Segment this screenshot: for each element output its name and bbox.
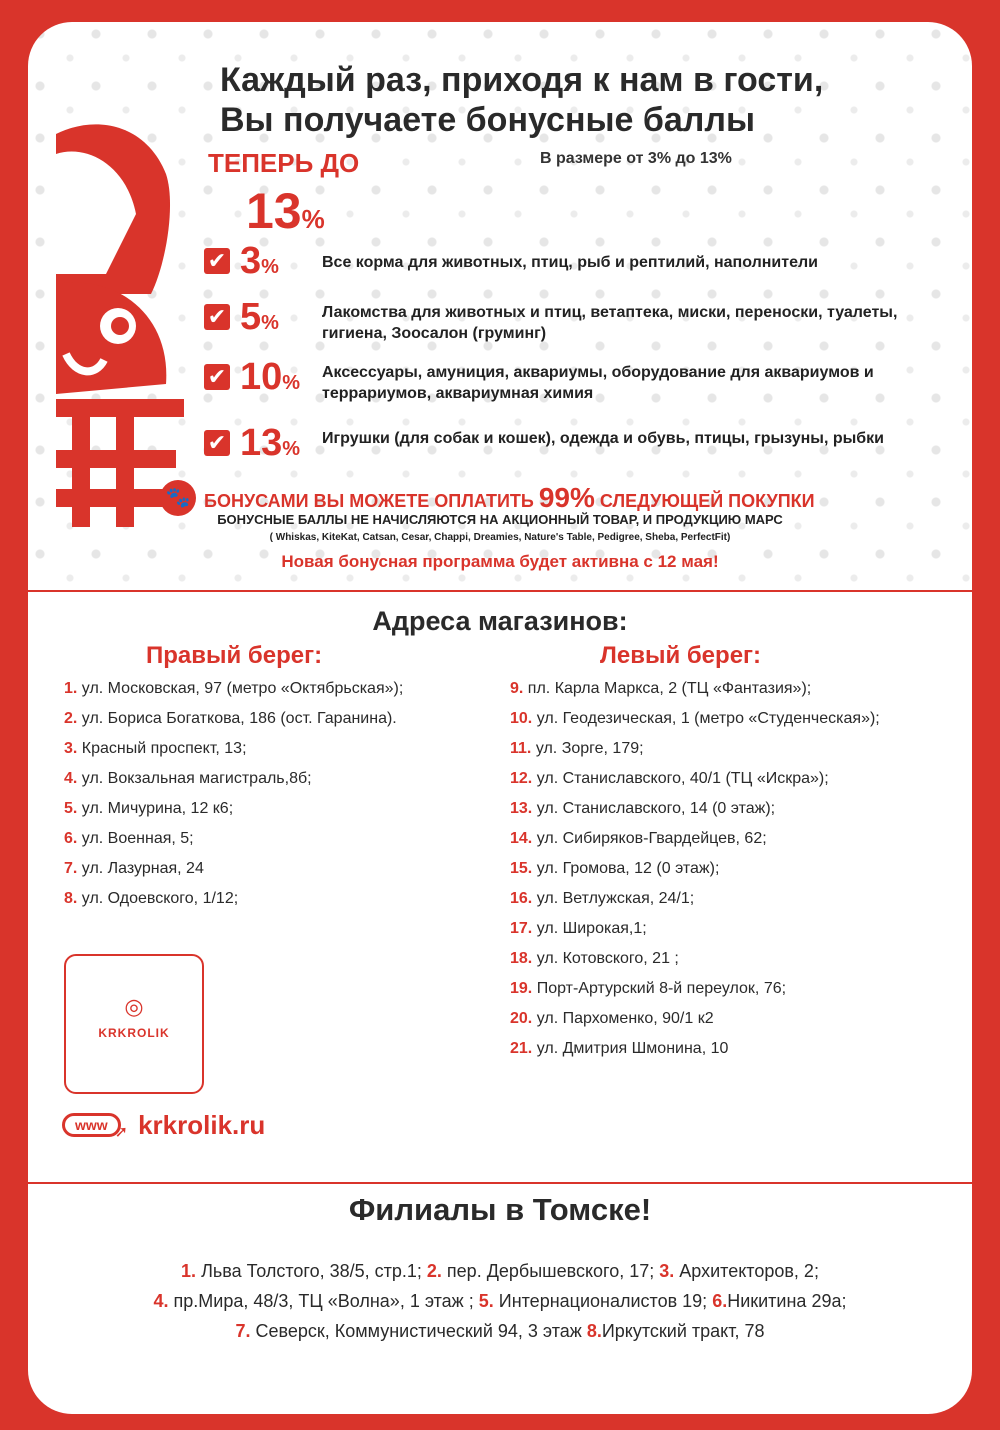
list-item <box>510 974 880 1004</box>
list-item <box>510 674 880 704</box>
paw-icon: 🐾 <box>160 480 196 516</box>
branch-text: Северск, Коммунистический 94, 3 этаж <box>255 1321 587 1341</box>
headline-line-1: Каждый раз, приходя к нам в гости, <box>220 61 824 99</box>
bonus-promo-panel <box>28 22 972 590</box>
item-number: 3. <box>64 740 78 757</box>
branch-number: 6. <box>712 1291 728 1311</box>
item-number: 12. <box>510 770 533 787</box>
list-item <box>64 704 403 734</box>
item-number: 13. <box>510 800 533 817</box>
cursor-icon: ➚ <box>114 1124 129 1141</box>
tomsk-branches-panel <box>28 1184 972 1414</box>
addresses-title: Адреса магазинов: <box>372 606 628 636</box>
pay-with-bonus-line <box>160 480 815 516</box>
right-bank-list <box>64 674 403 914</box>
item-number: 10. <box>510 710 533 727</box>
tier-percent-sign: % <box>261 256 279 278</box>
list-item <box>510 734 880 764</box>
list-item <box>64 824 403 854</box>
list-item <box>64 884 403 914</box>
item-number: 20. <box>510 1010 533 1027</box>
item-text: Порт-Артурский 8-й переулок, 76; <box>536 980 787 997</box>
branch-number: 3. <box>659 1261 675 1281</box>
tier-percent-sign: % <box>282 438 301 460</box>
item-text: ул. Военная, 5; <box>81 830 194 847</box>
tier-percent-sign: % <box>282 372 301 394</box>
tier-percent <box>240 240 322 288</box>
checkmark-icon: ✔ <box>204 364 230 390</box>
excluded-brands: ( Whiskas, KiteKat, Catsan, Cesar, Chappi, Dreamies, Nature's Table, Pedigree, Sheba, PerfectFit) <box>269 532 731 543</box>
tomsk-branches-list <box>28 1256 972 1346</box>
item-number: 18. <box>510 950 533 967</box>
item-number: 8. <box>64 890 78 907</box>
list-item <box>64 764 403 794</box>
tier-description: Все корма для животных, птиц, рыб и рептилий, наполнители <box>322 254 818 271</box>
tier-percent-value: 10 <box>240 356 283 398</box>
tier-description: Аксессуары, амуниция, аквариумы, оборудование для аквариумов и террариумов, аквариумная химия <box>322 364 874 402</box>
tier-percent-value: 13 <box>240 422 283 464</box>
website-url: krkrolik.ru <box>138 1109 266 1140</box>
list-item <box>510 704 880 734</box>
pay-suffix: СЛЕДУЮЩЕЙ ПОКУПКИ <box>599 491 815 511</box>
tier-percent-value: 5 <box>240 296 262 338</box>
list-item <box>510 1034 880 1064</box>
branches-line <box>28 1316 972 1346</box>
item-text: ул. Ветлужская, 24/1; <box>536 890 695 907</box>
instagram-icon: ◎ <box>124 994 144 1019</box>
item-text: ул. Широкая,1; <box>536 920 647 937</box>
item-number: 9. <box>510 680 524 697</box>
branch-number: 5. <box>478 1291 494 1311</box>
website-link[interactable] <box>62 1108 265 1142</box>
list-item <box>510 944 880 974</box>
branch-number: 1. <box>181 1261 197 1281</box>
item-number: 6. <box>64 830 78 847</box>
tier-description: Лакомства для животных и птиц, ветаптека, миски, переноски, туалеты, гигиена, Зоосалон (груминг) <box>322 304 898 342</box>
item-number: 19. <box>510 980 533 997</box>
www-badge: www <box>62 1113 121 1137</box>
no-bonus-note: БОНУСНЫЕ БАЛЛЫ НЕ НАЧИСЛЯЮТСЯ НА АКЦИОННЫЙ ТОВАР, И ПРОДУКЦИЮ МАРС <box>217 512 783 527</box>
item-number: 16. <box>510 890 533 907</box>
tier-row <box>204 356 942 404</box>
item-text: ул. Сибиряков-Гвардейцев, 62; <box>536 830 767 847</box>
branch-text: Никитина 29а; <box>727 1291 847 1311</box>
list-item <box>510 794 880 824</box>
list-item <box>64 794 403 824</box>
item-number: 1. <box>64 680 78 697</box>
tomsk-title: Филиалы в Томске! <box>348 1192 652 1227</box>
max-percent-sign: % <box>301 204 325 234</box>
right-bank-title: Правый берег: <box>146 642 323 669</box>
tier-row <box>204 240 942 288</box>
list-item <box>510 764 880 794</box>
list-item <box>64 674 403 704</box>
program-start-note: Новая бонусная программа будет активна с 12 мая! <box>281 552 719 571</box>
list-item <box>64 854 403 884</box>
list-item <box>510 824 880 854</box>
item-text: ул. Московская, 97 (метро «Октябрьская»); <box>81 680 404 697</box>
branch-text: пр.Мира, 48/3, ТЦ «Волна», 1 этаж ; <box>173 1291 479 1311</box>
store-addresses-panel <box>28 592 972 1182</box>
checkmark-icon: ✔ <box>204 430 230 456</box>
item-number: 17. <box>510 920 533 937</box>
checkmark-icon: ✔ <box>204 248 230 274</box>
instagram-card[interactable] <box>64 954 204 1094</box>
tier-percent <box>240 296 322 344</box>
item-text: Красный проспект, 13; <box>81 740 247 757</box>
item-text: ул. Зорге, 179; <box>535 740 644 757</box>
branch-text: пер. Дербышевского, 17; <box>446 1261 660 1281</box>
branches-line <box>28 1256 972 1286</box>
item-number: 21. <box>510 1040 533 1057</box>
tier-row <box>204 296 942 344</box>
checkmark-icon: ✔ <box>204 304 230 330</box>
tier-percent-value: 3 <box>240 240 262 282</box>
item-text: ул. Котовского, 21 ; <box>536 950 679 967</box>
branch-text: Архитекторов, 2; <box>679 1261 819 1281</box>
item-text: ул. Пархоменко, 90/1 к2 <box>536 1010 714 1027</box>
item-text: ул. Дмитрия Шмонина, 10 <box>536 1040 729 1057</box>
tier-percent <box>240 422 322 470</box>
instagram-handle: KRKROLIK <box>98 1026 170 1040</box>
size-note: В размере от 3% до 13% <box>540 150 732 167</box>
list-item <box>510 884 880 914</box>
branch-text: Льва Толстого, 38/5, стр.1; <box>201 1261 427 1281</box>
pay-percent: 99% <box>538 482 595 513</box>
item-text: ул. Одоевского, 1/12; <box>81 890 239 907</box>
item-number: 11. <box>510 740 532 757</box>
branch-number: 4. <box>153 1291 169 1311</box>
item-number: 4. <box>64 770 78 787</box>
item-text: ул. Геодезическая, 1 (метро «Студенческая»); <box>536 710 880 727</box>
tier-percent-sign: % <box>261 312 279 334</box>
tier-percent <box>240 356 322 404</box>
left-bank-title: Левый берег: <box>600 642 762 669</box>
pay-prefix: БОНУСАМИ ВЫ МОЖЕТЕ ОПЛАТИТЬ <box>204 491 534 511</box>
branches-line <box>28 1286 972 1316</box>
promo-headline <box>220 60 823 140</box>
item-text: ул. Станиславского, 14 (0 этаж); <box>536 800 776 817</box>
now-up-to-label: ТЕПЕРЬ ДО <box>208 148 360 178</box>
item-number: 2. <box>64 710 78 727</box>
item-text: ул. Мичурина, 12 к6; <box>81 800 234 817</box>
branch-text: Иркутский тракт, 78 <box>601 1321 765 1341</box>
list-item <box>64 734 403 764</box>
item-number: 7. <box>64 860 78 877</box>
branch-number: 8. <box>586 1321 602 1341</box>
item-text: ул. Бориса Богаткова, 186 (ост. Гаранина). <box>81 710 397 727</box>
max-percent <box>246 182 325 240</box>
list-item <box>510 914 880 944</box>
branch-text: Интернационалистов 19; <box>498 1291 713 1311</box>
list-item <box>510 854 880 884</box>
item-number: 14. <box>510 830 533 847</box>
item-text: ул. Вокзальная магистраль,8б; <box>81 770 312 787</box>
item-text: ул. Лазурная, 24 <box>81 860 204 877</box>
item-text: ул. Громова, 12 (0 этаж); <box>536 860 720 877</box>
item-text: ул. Станиславского, 40/1 (ТЦ «Искра»); <box>536 770 829 787</box>
item-text: пл. Карла Маркса, 2 (ТЦ «Фантазия»); <box>527 680 812 697</box>
headline-line-2: Вы получаете бонусные баллы <box>220 101 756 139</box>
branch-number: 7. <box>235 1321 251 1341</box>
branch-number: 2. <box>426 1261 442 1281</box>
max-percent-value: 13 <box>246 183 302 239</box>
item-number: 5. <box>64 800 78 817</box>
tier-row <box>204 422 942 470</box>
tier-description: Игрушки (для собак и кошек), одежда и обувь, птицы, грызуны, рыбки <box>322 430 884 447</box>
pay-text <box>204 482 815 514</box>
list-item <box>510 1004 880 1034</box>
left-bank-list <box>510 674 880 1064</box>
item-number: 15. <box>510 860 533 877</box>
